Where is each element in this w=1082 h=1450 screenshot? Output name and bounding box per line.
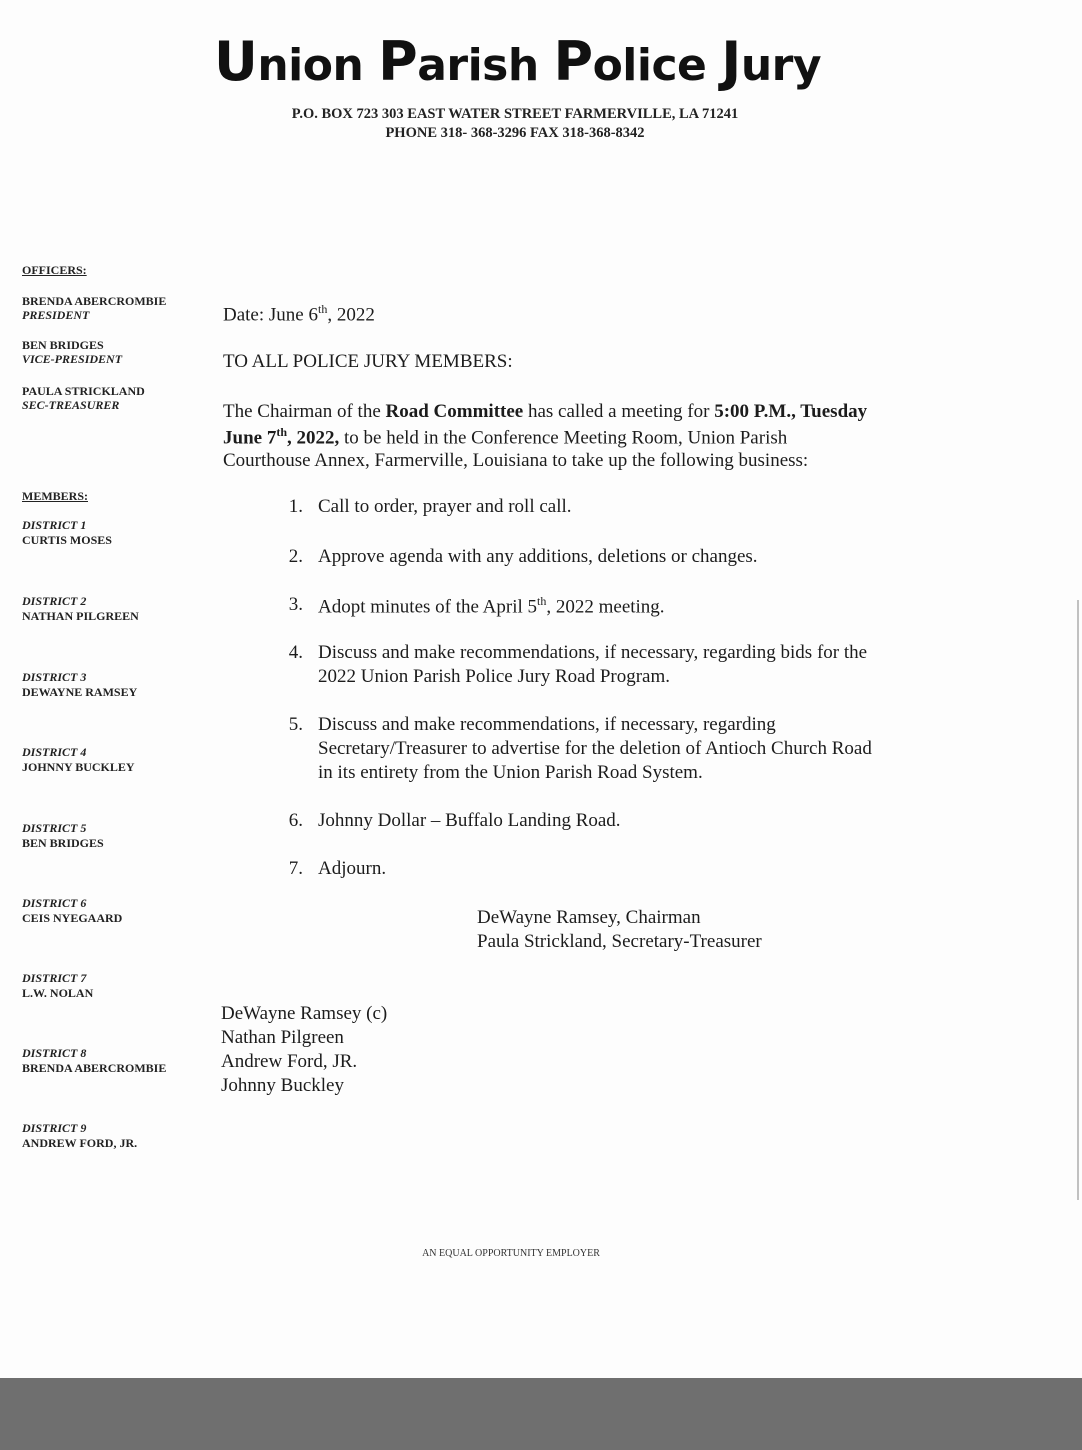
member-name: CEIS NYEGAARD: [22, 911, 123, 925]
agenda-item-line: Secretary/Treasurer to advertise for the deletion of Antioch Church Road: [318, 738, 872, 759]
meeting-year: , 2022,: [287, 427, 340, 449]
member-name: JOHNNY BUCKLEY: [22, 760, 135, 774]
member-district: DISTRICT 2: [22, 594, 87, 608]
member-name: BRENDA ABERCROMBIE: [22, 1061, 167, 1075]
intro-text: to be held in the Conference Meeting Room, Union Parish: [339, 427, 788, 449]
agenda-item-line: Discuss and make recommendations, if necessary, regarding: [318, 714, 776, 735]
letterhead-title: [0, 30, 1035, 93]
agenda-item: Johnny Dollar – Buffalo Landing Road.: [318, 810, 621, 831]
agenda-item: Adjourn.: [318, 858, 387, 879]
agenda-number: 5.: [288, 714, 303, 735]
member-district: DISTRICT 5: [22, 821, 87, 835]
member-name: ANDREW FORD, JR.: [22, 1136, 138, 1150]
title-word: olice: [592, 40, 722, 91]
member-district: DISTRICT 1: [22, 518, 87, 532]
agenda-item: [318, 594, 665, 618]
officers-heading: OFFICERS:: [22, 263, 87, 277]
member-district: DISTRICT 6: [22, 896, 87, 910]
intro-line-3: Courthouse Annex, Farmerville, Louisiana to take up the following business:: [223, 450, 809, 471]
member-name: NATHAN PILGREEN: [22, 609, 139, 623]
meeting-date: June 7: [223, 427, 277, 449]
date-year: , 2022: [327, 304, 375, 326]
committee-member: DeWayne Ramsey (c): [221, 1003, 388, 1024]
intro-line-1: [223, 401, 867, 423]
agenda-ordinal: th: [537, 594, 547, 608]
agenda-item: Call to order, prayer and roll call.: [318, 496, 572, 517]
member-district: DISTRICT 4: [22, 745, 87, 759]
meeting-date-ordinal: th: [276, 425, 287, 439]
intro-text: The Chairman of the: [223, 401, 386, 422]
agenda-item-line: 2022 Union Parish Police Jury Road Program.: [318, 666, 671, 687]
member-name: L.W. NOLAN: [22, 986, 94, 1000]
signature-secretary: Paula Strickland, Secretary-Treasurer: [477, 931, 762, 952]
salutation: TO ALL POLICE JURY MEMBERS:: [223, 351, 513, 372]
signature-chairman: DeWayne Ramsey, Chairman: [477, 907, 701, 928]
members-heading: MEMBERS:: [22, 489, 88, 503]
scan-edge: [1077, 600, 1079, 1200]
meeting-time: 5:00 P.M., Tuesday: [714, 401, 868, 422]
phone-fax-line: PHONE 318- 368-3296 FAX 318-368-8342: [385, 125, 645, 141]
title-initial: P: [378, 30, 418, 93]
officer-name: BRENDA ABERCROMBIE: [22, 294, 167, 308]
agenda-number: 4.: [288, 642, 303, 663]
title-initial: P: [553, 30, 593, 93]
title-word: ury: [740, 40, 822, 91]
member-name: DEWAYNE RAMSEY: [22, 685, 138, 699]
title-initial: U: [213, 30, 258, 93]
member-name: CURTIS MOSES: [22, 533, 112, 547]
date-line: [223, 302, 375, 326]
officer-name: BEN BRIDGES: [22, 338, 104, 352]
date-text: Date: June 6: [223, 304, 318, 326]
address-line: P.O. BOX 723 303 EAST WATER STREET FARMERVILLE, LA 71241: [291, 106, 739, 122]
member-district: DISTRICT 3: [22, 670, 87, 684]
officer-name: PAULA STRICKLAND: [22, 384, 145, 398]
agenda-text: , 2022 meeting.: [546, 596, 665, 618]
agenda-number: 3.: [288, 594, 303, 615]
officer-role: VICE-PRESIDENT: [22, 352, 123, 366]
title-word: nion: [257, 40, 379, 91]
agenda-number: 1.: [288, 496, 303, 517]
committee-name: Road Committee: [385, 401, 524, 422]
scan-background-band: [0, 1378, 1082, 1450]
agenda-number: 6.: [288, 810, 303, 831]
officer-role: PRESIDENT: [22, 308, 90, 322]
title-word: arish: [417, 40, 554, 91]
member-district: DISTRICT 7: [22, 971, 87, 985]
agenda-item-line: Discuss and make recommendations, if necessary, regarding bids for the: [318, 642, 868, 663]
intro-text: has called a meeting for: [523, 401, 715, 422]
officer-role: SEC-TREASURER: [22, 398, 120, 412]
title-initial: J: [721, 30, 741, 93]
agenda-text: Adopt minutes of the April 5: [318, 596, 538, 618]
agenda-number: 2.: [288, 546, 303, 567]
equal-opportunity-footer: AN EQUAL OPPORTUNITY EMPLOYER: [422, 1248, 600, 1259]
committee-member: Andrew Ford, JR.: [221, 1051, 358, 1072]
committee-member: Nathan Pilgreen: [221, 1027, 344, 1048]
member-name: BEN BRIDGES: [22, 836, 104, 850]
agenda-number: 7.: [288, 858, 303, 879]
member-district: DISTRICT 9: [22, 1121, 87, 1135]
member-district: DISTRICT 8: [22, 1046, 87, 1060]
committee-member: Johnny Buckley: [221, 1075, 344, 1096]
agenda-item-line: in its entirety from the Union Parish Road System.: [318, 762, 703, 783]
intro-line-2: [223, 425, 787, 449]
agenda-item: Approve agenda with any additions, deletions or changes.: [318, 546, 758, 567]
date-ordinal: th: [317, 302, 328, 316]
